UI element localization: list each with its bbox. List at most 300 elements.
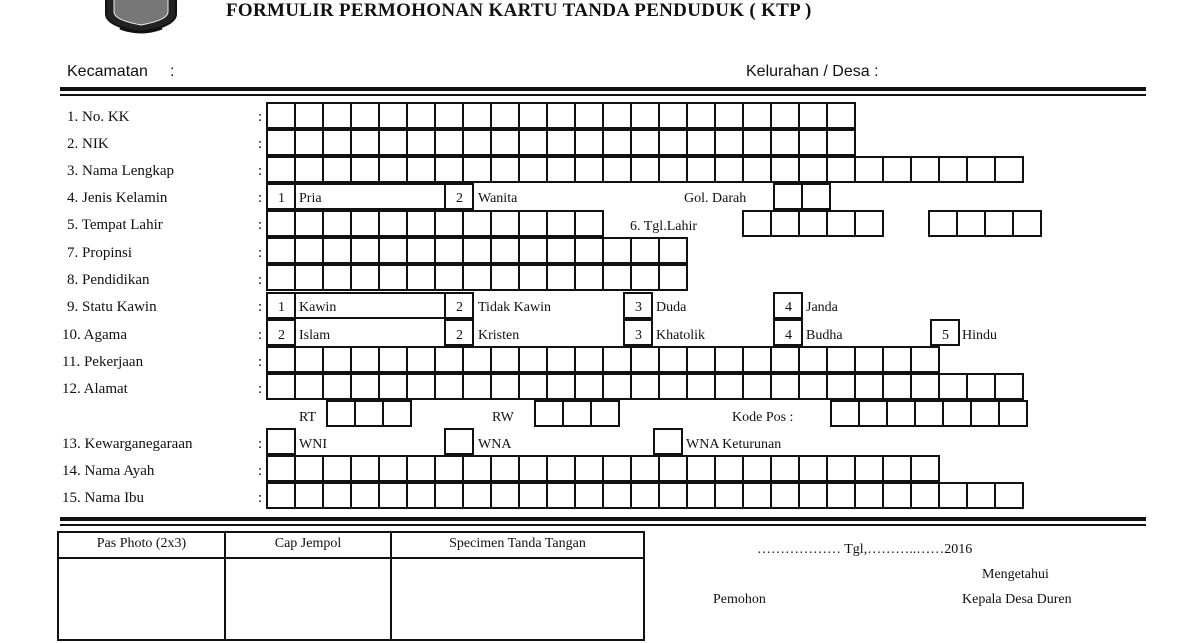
char-box[interactable] (434, 129, 464, 156)
char-box[interactable] (322, 210, 352, 237)
char-box[interactable] (490, 264, 520, 291)
label-pendidikan: 8. Pendidikan (67, 272, 150, 288)
char-box[interactable] (406, 264, 436, 291)
char-box[interactable] (294, 102, 324, 129)
ag-5-number: 5 (942, 328, 949, 343)
char-box[interactable] (434, 102, 464, 129)
pendidikan-input[interactable] (266, 264, 686, 291)
rt-label: RT (299, 410, 317, 425)
char-box[interactable] (854, 156, 884, 183)
colon-12: : (258, 381, 263, 397)
char-box[interactable] (462, 237, 492, 264)
char-box[interactable] (534, 400, 564, 427)
char-box[interactable] (602, 264, 632, 291)
char-box[interactable] (590, 400, 620, 427)
char-box[interactable] (490, 156, 520, 183)
tgl-lahir-year-input[interactable] (928, 210, 1040, 237)
char-box[interactable] (742, 373, 772, 400)
wna-keturunan-checkbox[interactable] (653, 428, 683, 455)
footer-rule-thick (60, 517, 1146, 521)
char-box[interactable] (350, 129, 380, 156)
rw-input[interactable] (534, 400, 618, 427)
specimen-area[interactable] (392, 559, 643, 643)
char-box[interactable] (910, 156, 940, 183)
char-box[interactable] (266, 482, 296, 509)
char-box[interactable] (322, 237, 352, 264)
char-box[interactable] (854, 346, 884, 373)
char-box[interactable] (518, 129, 548, 156)
ag-1-number: 2 (278, 328, 285, 343)
char-box[interactable] (826, 210, 856, 237)
char-box[interactable] (406, 237, 436, 264)
char-box[interactable] (994, 373, 1024, 400)
char-box[interactable] (378, 156, 408, 183)
char-box[interactable] (322, 156, 352, 183)
char-box[interactable] (434, 346, 464, 373)
char-box[interactable] (574, 237, 604, 264)
char-box[interactable] (882, 346, 912, 373)
char-box[interactable] (630, 455, 660, 482)
char-box[interactable] (294, 373, 324, 400)
char-box[interactable] (882, 482, 912, 509)
char-box[interactable] (294, 129, 324, 156)
char-box[interactable] (490, 102, 520, 129)
char-box[interactable] (326, 400, 356, 427)
char-box[interactable] (546, 237, 576, 264)
char-box[interactable] (742, 455, 772, 482)
char-box[interactable] (686, 482, 716, 509)
char-box[interactable] (462, 482, 492, 509)
char-box[interactable] (742, 156, 772, 183)
sk-3-number: 3 (635, 300, 642, 315)
char-box[interactable] (546, 264, 576, 291)
char-box[interactable] (658, 156, 688, 183)
sk-1-number: 1 (278, 300, 285, 315)
jk-1-number: 1 (278, 191, 285, 206)
char-box[interactable] (602, 346, 632, 373)
char-box[interactable] (462, 346, 492, 373)
char-box[interactable] (984, 210, 1014, 237)
char-box[interactable] (742, 102, 772, 129)
char-box[interactable] (658, 264, 688, 291)
char-box[interactable] (826, 102, 856, 129)
char-box[interactable] (658, 102, 688, 129)
char-box[interactable] (546, 210, 576, 237)
wni-checkbox[interactable] (266, 428, 296, 455)
char-box[interactable] (294, 210, 324, 237)
char-box[interactable] (350, 455, 380, 482)
char-box[interactable] (378, 455, 408, 482)
char-box[interactable] (518, 373, 548, 400)
label-status-kawin: 9. Statu Kawin (67, 299, 157, 315)
char-box[interactable] (686, 129, 716, 156)
ag-5-label: Hindu (962, 328, 997, 343)
char-box[interactable] (798, 129, 828, 156)
colon-15: : (258, 490, 263, 506)
char-box[interactable] (714, 346, 744, 373)
char-box[interactable] (266, 264, 296, 291)
char-box[interactable] (770, 346, 800, 373)
char-box[interactable] (266, 373, 296, 400)
char-box[interactable] (266, 129, 296, 156)
char-box[interactable] (966, 373, 996, 400)
char-box[interactable] (574, 210, 604, 237)
wni-label: WNI (299, 437, 327, 452)
char-box[interactable] (350, 373, 380, 400)
char-box[interactable] (801, 183, 831, 210)
char-box[interactable] (910, 455, 940, 482)
char-box[interactable] (714, 373, 744, 400)
char-box[interactable] (742, 129, 772, 156)
char-box[interactable] (956, 210, 986, 237)
char-box[interactable] (518, 264, 548, 291)
char-box[interactable] (462, 129, 492, 156)
char-box[interactable] (266, 346, 296, 373)
char-box[interactable] (714, 156, 744, 183)
char-box[interactable] (830, 400, 860, 427)
char-box[interactable] (518, 156, 548, 183)
colon-14: : (258, 463, 263, 479)
char-box[interactable] (350, 482, 380, 509)
pas-photo-area[interactable] (59, 559, 224, 643)
char-box[interactable] (406, 102, 436, 129)
char-box[interactable] (546, 373, 576, 400)
char-box[interactable] (546, 102, 576, 129)
char-box[interactable] (294, 237, 324, 264)
jk-option-box[interactable] (266, 183, 446, 210)
char-box[interactable] (938, 156, 968, 183)
char-box[interactable] (938, 482, 968, 509)
cap-jempol-area[interactable] (226, 559, 390, 643)
char-box[interactable] (854, 455, 884, 482)
char-box[interactable] (938, 373, 968, 400)
char-box[interactable] (658, 129, 688, 156)
char-box[interactable] (518, 102, 548, 129)
char-box[interactable] (354, 400, 384, 427)
char-box[interactable] (574, 373, 604, 400)
char-box[interactable] (602, 373, 632, 400)
char-box[interactable] (770, 482, 800, 509)
char-box[interactable] (602, 455, 632, 482)
nama-ibu-input[interactable] (266, 482, 1022, 509)
kode-pos-input[interactable] (830, 400, 1026, 427)
char-box[interactable] (742, 482, 772, 509)
char-box[interactable] (858, 400, 888, 427)
char-box[interactable] (490, 455, 520, 482)
tempat-lahir-input[interactable] (266, 210, 602, 237)
char-box[interactable] (942, 400, 972, 427)
char-box[interactable] (773, 183, 803, 210)
char-box[interactable] (294, 156, 324, 183)
char-box[interactable] (658, 237, 688, 264)
char-box[interactable] (714, 482, 744, 509)
char-box[interactable] (854, 373, 884, 400)
char-box[interactable] (266, 455, 296, 482)
char-box[interactable] (798, 455, 828, 482)
char-box[interactable] (928, 210, 958, 237)
char-box[interactable] (826, 346, 856, 373)
char-box[interactable] (854, 482, 884, 509)
nik-input[interactable] (266, 129, 854, 156)
char-box[interactable] (378, 482, 408, 509)
char-box[interactable] (714, 455, 744, 482)
char-box[interactable] (266, 237, 296, 264)
char-box[interactable] (546, 156, 576, 183)
char-box[interactable] (602, 482, 632, 509)
char-box[interactable] (998, 400, 1028, 427)
char-box[interactable] (686, 373, 716, 400)
char-box[interactable] (1012, 210, 1042, 237)
char-box[interactable] (574, 482, 604, 509)
char-box[interactable] (910, 482, 940, 509)
char-box[interactable] (546, 346, 576, 373)
char-box[interactable] (574, 102, 604, 129)
char-box[interactable] (630, 482, 660, 509)
char-box[interactable] (546, 455, 576, 482)
char-box[interactable] (322, 346, 352, 373)
char-box[interactable] (378, 102, 408, 129)
char-box[interactable] (382, 400, 412, 427)
char-box[interactable] (406, 210, 436, 237)
char-box[interactable] (826, 129, 856, 156)
char-box[interactable] (882, 455, 912, 482)
char-box[interactable] (770, 455, 800, 482)
char-box[interactable] (742, 346, 772, 373)
char-box[interactable] (350, 264, 380, 291)
char-box[interactable] (434, 210, 464, 237)
label-alamat: 12. Alamat (62, 381, 128, 397)
ag-2-number: 2 (456, 328, 463, 343)
char-box[interactable] (574, 346, 604, 373)
char-box[interactable] (658, 373, 688, 400)
char-box[interactable] (574, 129, 604, 156)
wna-keturunan-label: WNA Keturunan (686, 437, 782, 452)
char-box[interactable] (462, 102, 492, 129)
char-box[interactable] (714, 129, 744, 156)
colon-1: : (258, 109, 263, 125)
char-box[interactable] (350, 102, 380, 129)
char-box[interactable] (462, 455, 492, 482)
char-box[interactable] (602, 156, 632, 183)
char-box[interactable] (378, 129, 408, 156)
char-box[interactable] (294, 346, 324, 373)
footer-rule-thin (60, 524, 1146, 526)
kode-pos-label: Kode Pos : (732, 410, 794, 425)
char-box[interactable] (630, 129, 660, 156)
char-box[interactable] (658, 346, 688, 373)
char-box[interactable] (490, 129, 520, 156)
char-box[interactable] (574, 264, 604, 291)
sk-4-label: Janda (806, 300, 838, 315)
char-box[interactable] (966, 482, 996, 509)
char-box[interactable] (294, 455, 324, 482)
cap-jempol-header: Cap Jempol (274, 536, 342, 551)
char-box[interactable] (882, 373, 912, 400)
signature-table (57, 531, 645, 641)
char-box[interactable] (826, 482, 856, 509)
propinsi-input[interactable] (266, 237, 686, 264)
char-box[interactable] (462, 373, 492, 400)
colon-2: : (258, 136, 263, 152)
kecamatan-label: Kecamatan (67, 63, 148, 80)
char-box[interactable] (686, 102, 716, 129)
char-box[interactable] (266, 210, 296, 237)
char-box[interactable] (574, 156, 604, 183)
char-box[interactable] (714, 102, 744, 129)
colon-9: : (258, 299, 263, 315)
char-box[interactable] (574, 455, 604, 482)
char-box[interactable] (798, 102, 828, 129)
char-box[interactable] (462, 264, 492, 291)
char-box[interactable] (770, 210, 800, 237)
char-box[interactable] (770, 156, 800, 183)
char-box[interactable] (294, 264, 324, 291)
no-kk-input[interactable] (266, 102, 854, 129)
char-box[interactable] (630, 156, 660, 183)
char-box[interactable] (658, 455, 688, 482)
char-box[interactable] (630, 237, 660, 264)
char-box[interactable] (518, 210, 548, 237)
char-box[interactable] (910, 373, 940, 400)
char-box[interactable] (686, 156, 716, 183)
char-box[interactable] (350, 156, 380, 183)
label-nik: 2. NIK (67, 136, 109, 152)
char-box[interactable] (630, 346, 660, 373)
char-box[interactable] (686, 455, 716, 482)
specimen-header: Specimen Tanda Tangan (449, 536, 586, 551)
char-box[interactable] (322, 102, 352, 129)
char-box[interactable] (882, 156, 912, 183)
char-box[interactable] (602, 102, 632, 129)
char-box[interactable] (854, 210, 884, 237)
char-box[interactable] (798, 346, 828, 373)
char-box[interactable] (490, 237, 520, 264)
char-box[interactable] (462, 210, 492, 237)
char-box[interactable] (970, 400, 1000, 427)
char-box[interactable] (826, 455, 856, 482)
char-box[interactable] (602, 129, 632, 156)
char-box[interactable] (994, 482, 1024, 509)
char-box[interactable] (350, 210, 380, 237)
char-box[interactable] (490, 346, 520, 373)
label-pekerjaan: 11. Pekerjaan (62, 354, 144, 370)
gol-darah-input[interactable] (773, 183, 829, 210)
char-box[interactable] (406, 373, 436, 400)
char-box[interactable] (406, 482, 436, 509)
char-box[interactable] (770, 373, 800, 400)
jk-2-checkbox[interactable] (444, 183, 474, 210)
char-box[interactable] (886, 400, 916, 427)
char-box[interactable] (490, 210, 520, 237)
char-box[interactable] (462, 156, 492, 183)
char-box[interactable] (770, 129, 800, 156)
char-box[interactable] (434, 264, 464, 291)
pekerjaan-input[interactable] (266, 346, 938, 373)
char-box[interactable] (322, 129, 352, 156)
char-box[interactable] (294, 482, 324, 509)
char-box[interactable] (322, 373, 352, 400)
header-rule-thin (60, 94, 1146, 96)
rt-input[interactable] (326, 400, 410, 427)
char-box[interactable] (630, 373, 660, 400)
alamat-input[interactable] (266, 373, 1022, 400)
char-box[interactable] (406, 346, 436, 373)
tgl-lahir-day-month-input[interactable] (742, 210, 882, 237)
char-box[interactable] (798, 210, 828, 237)
ag-2-label: Kristen (478, 328, 520, 343)
char-box[interactable] (742, 210, 772, 237)
char-box[interactable] (910, 346, 940, 373)
char-box[interactable] (490, 373, 520, 400)
char-box[interactable] (994, 156, 1024, 183)
char-box[interactable] (434, 237, 464, 264)
char-box[interactable] (658, 482, 688, 509)
pas-photo-header: Pas Photo (2x3) (96, 536, 187, 551)
char-box[interactable] (434, 482, 464, 509)
char-box[interactable] (434, 156, 464, 183)
char-box[interactable] (322, 264, 352, 291)
char-box[interactable] (518, 455, 548, 482)
char-box[interactable] (546, 482, 576, 509)
kecamatan-colon: : (170, 63, 175, 80)
char-box[interactable] (630, 102, 660, 129)
char-box[interactable] (322, 455, 352, 482)
char-box[interactable] (798, 482, 828, 509)
char-box[interactable] (966, 156, 996, 183)
char-box[interactable] (378, 210, 408, 237)
char-box[interactable] (406, 129, 436, 156)
char-box[interactable] (826, 156, 856, 183)
char-box[interactable] (798, 373, 828, 400)
char-box[interactable] (770, 102, 800, 129)
char-box[interactable] (562, 400, 592, 427)
char-box[interactable] (798, 156, 828, 183)
char-box[interactable] (378, 264, 408, 291)
nama-lengkap-input[interactable] (266, 156, 1022, 183)
char-box[interactable] (266, 156, 296, 183)
char-box[interactable] (322, 482, 352, 509)
char-box[interactable] (490, 482, 520, 509)
char-box[interactable] (266, 102, 296, 129)
char-box[interactable] (518, 237, 548, 264)
mengetahui-label: Mengetahui (982, 567, 1049, 582)
char-box[interactable] (378, 346, 408, 373)
char-box[interactable] (434, 373, 464, 400)
char-box[interactable] (378, 373, 408, 400)
wna-checkbox[interactable] (444, 428, 474, 455)
char-box[interactable] (914, 400, 944, 427)
char-box[interactable] (434, 455, 464, 482)
char-box[interactable] (518, 482, 548, 509)
char-box[interactable] (602, 237, 632, 264)
char-box[interactable] (546, 129, 576, 156)
char-box[interactable] (406, 156, 436, 183)
sk-option-box[interactable] (266, 292, 446, 319)
gol-darah-label: Gol. Darah (684, 191, 747, 206)
char-box[interactable] (686, 346, 716, 373)
jk-2-number: 2 (456, 191, 463, 206)
char-box[interactable] (630, 264, 660, 291)
char-box[interactable] (406, 455, 436, 482)
char-box[interactable] (378, 237, 408, 264)
label-jenis-kelamin: 4. Jenis Kelamin (67, 190, 168, 206)
char-box[interactable] (350, 346, 380, 373)
nama-ayah-input[interactable] (266, 455, 938, 482)
sk-3-label: Duda (656, 300, 687, 315)
char-box[interactable] (350, 237, 380, 264)
char-box[interactable] (518, 346, 548, 373)
char-box[interactable] (826, 373, 856, 400)
